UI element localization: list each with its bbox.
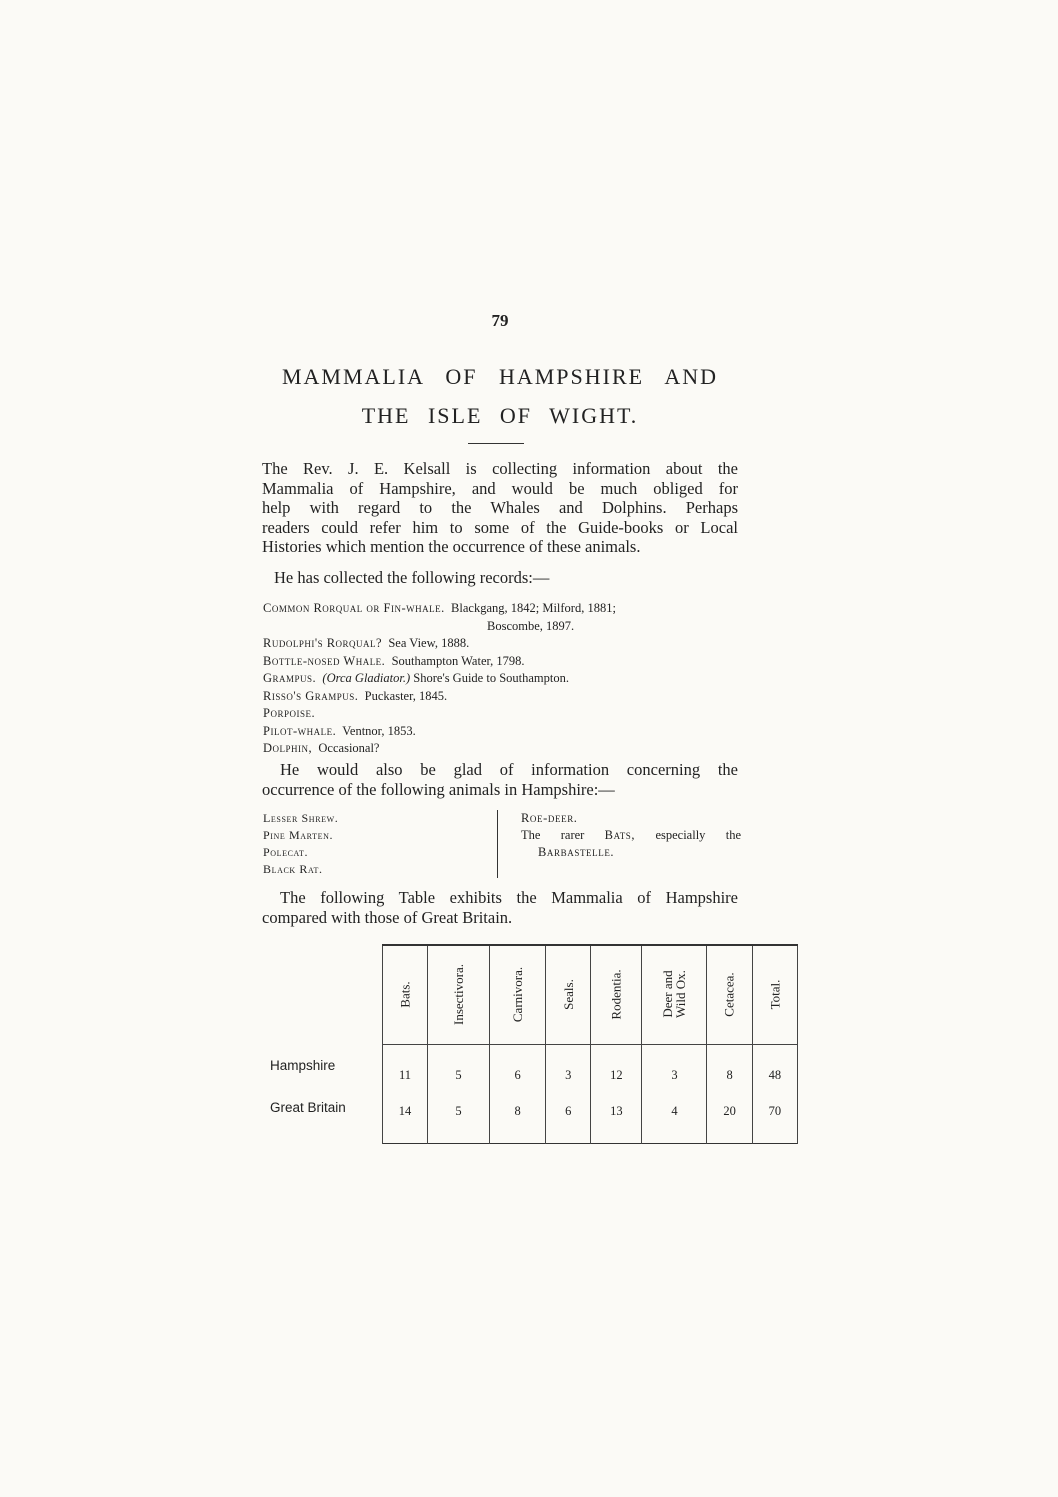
record-details: Southampton Water, 1798. [391, 653, 525, 668]
column-header-text: Carnivora. [510, 966, 526, 1022]
column-header [428, 945, 490, 1045]
wanted-animal-bats [521, 827, 741, 844]
record-item [263, 600, 743, 635]
wanted-paragraph [262, 760, 738, 799]
record-item [263, 723, 743, 741]
column-header-text: Insectivora. [451, 963, 467, 1025]
column-header [546, 945, 591, 1045]
table-row [383, 1045, 798, 1094]
record-item [263, 705, 743, 723]
intro-line: Histories which mention the occurrence of these animals. [262, 537, 641, 556]
page-number: 79 [491, 311, 509, 330]
table-intro-line: The following Table exhibits the Mammalia of Hampshire [280, 888, 738, 907]
record-details: Ventnor, 1853. [342, 723, 416, 738]
intro-line: The Rev. J. E. Kelsall is collecting information about the [262, 459, 738, 478]
record-name: Porpoise. [263, 706, 316, 720]
table-cell: 70 [752, 1093, 797, 1144]
row-label-hampshire: Hampshire [270, 1058, 336, 1073]
wanted-line: He would also be glad of information concerning the [280, 760, 738, 779]
record-item [263, 740, 743, 758]
column-divider [497, 810, 498, 878]
table-cell: 5 [428, 1045, 490, 1094]
record-name: Dolphin, [263, 741, 313, 755]
record-item [263, 653, 743, 671]
column-header-text: Bats. [397, 980, 413, 1008]
table-cell: 8 [490, 1093, 546, 1144]
record-name: Common Rorqual or Fin-whale. [263, 601, 445, 615]
record-details: Occasional? [318, 741, 380, 755]
record-details: Shore's Guide to Southampton. [413, 671, 570, 685]
wanted-line: occurrence of the following animals in Hampshire:— [262, 779, 615, 799]
record-item [263, 670, 743, 688]
page-title-line-1: MAMMALIA OF HAMPSHIRE AND [281, 364, 719, 389]
table-cell: 6 [546, 1093, 591, 1144]
records-heading [262, 568, 738, 588]
table-cell: 4 [642, 1093, 707, 1144]
table-cell: 5 [428, 1093, 490, 1144]
table-intro-paragraph [262, 888, 738, 927]
row-label-great-britain: Great Britain [270, 1100, 346, 1115]
column-header [642, 945, 707, 1045]
record-name: Pilot-whale. [263, 723, 337, 738]
column-header-text: Rodentia. [608, 968, 624, 1020]
intro-line: help with regard to the Whales and Dolphins. Perhaps [262, 498, 738, 517]
mammalia-table [382, 944, 798, 1144]
page-title-line-2: THE ISLE OF WIGHT. [361, 403, 639, 428]
table-cell: 13 [591, 1093, 642, 1144]
record-details: Blackgang, 1842; Milford, 1881; [451, 601, 616, 615]
wanted-animal: Barbastelle. [538, 845, 615, 859]
column-header-text: Total. [767, 979, 783, 1009]
column-header-text: Cetacea. [722, 971, 738, 1017]
table-cell: 3 [642, 1045, 707, 1094]
wanted-animal: Black Rat. [263, 862, 323, 876]
record-name: Risso's Grampus. [263, 688, 359, 703]
record-details: Sea View, 1888. [388, 636, 470, 650]
table-cell: 48 [752, 1045, 797, 1094]
record-details: Puckaster, 1845. [364, 688, 448, 703]
record-name: Grampus. [263, 671, 317, 685]
intro-line: readers could refer him to some of the Guide-books or Local [262, 517, 738, 537]
title-divider [468, 443, 524, 444]
table-cell: 3 [546, 1045, 591, 1094]
table-row [383, 1093, 798, 1144]
record-item [263, 688, 743, 706]
wanted-animal: Lesser Shrew. [263, 811, 339, 825]
table-cell: 12 [591, 1045, 642, 1094]
intro-paragraph [262, 459, 738, 557]
record-name: Rudolphi's Rorqual? [263, 636, 383, 650]
records-list [263, 600, 743, 758]
wanted-animal: Bats, [604, 828, 636, 842]
table-header-row [383, 945, 798, 1045]
column-header [707, 945, 752, 1045]
column-header [383, 945, 428, 1045]
record-details-cont: Boscombe, 1897. [487, 618, 575, 633]
wanted-text: The rarer [521, 828, 585, 842]
wanted-right-column [521, 810, 741, 861]
wanted-animal: Roe-deer. [521, 811, 578, 825]
table-cell: 11 [383, 1045, 428, 1094]
table-intro-line: compared with those of Great Britain. [262, 907, 513, 927]
wanted-animal: Pine Marten. [263, 828, 334, 842]
table-cell: 8 [707, 1045, 752, 1094]
table-cell: 20 [707, 1093, 752, 1144]
wanted-animal: Polecat. [263, 845, 309, 859]
table-cell: 6 [490, 1045, 546, 1094]
intro-line: Mammalia of Hampshire, and would be much obliged for [262, 478, 738, 498]
table-cell: 14 [383, 1093, 428, 1144]
column-header [591, 945, 642, 1045]
column-header-text: Seals. [560, 978, 576, 1010]
column-header [490, 945, 546, 1045]
record-item [263, 635, 743, 653]
column-header [752, 945, 797, 1045]
record-latin: (Orca Gladiator.) [322, 671, 411, 685]
record-name: Bottle-nosed Whale. [263, 653, 386, 668]
wanted-left-column [263, 810, 493, 878]
column-header-text: Deer and Wild Ox. [660, 970, 689, 1018]
wanted-text: especially the [655, 828, 741, 842]
records-heading-text: He has collected the following records:— [274, 568, 550, 587]
